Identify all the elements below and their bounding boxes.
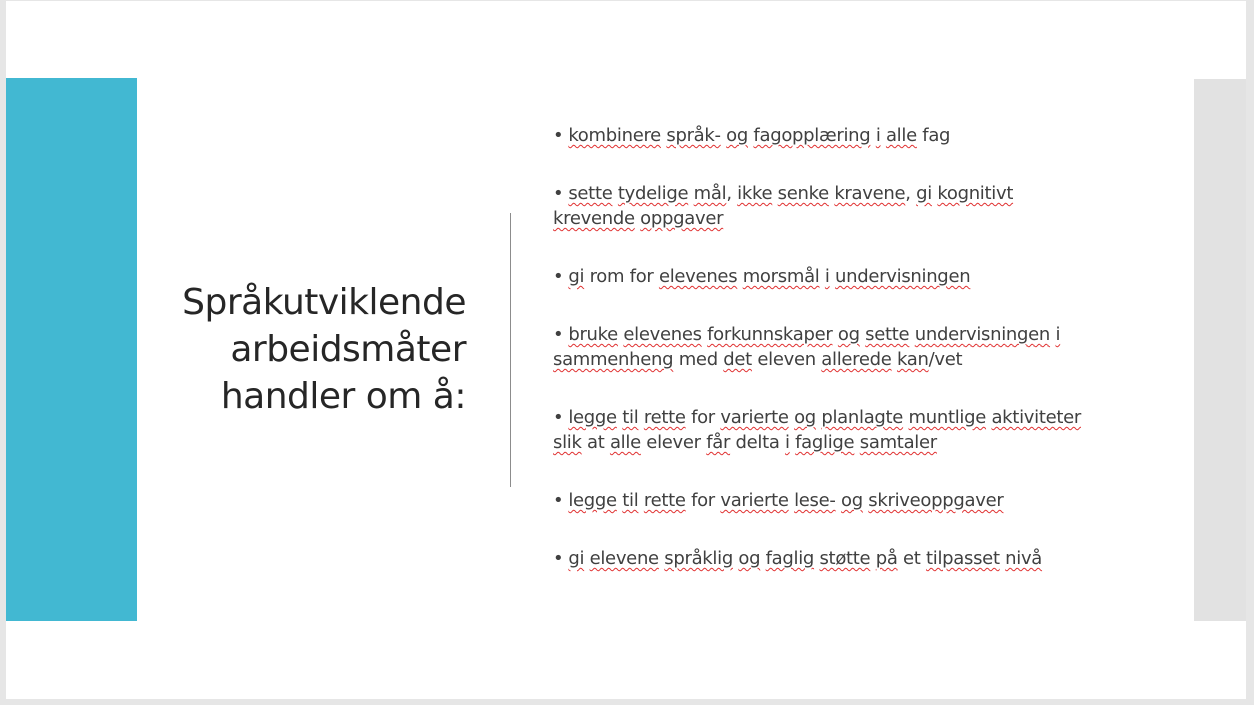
bullet-item[interactable]: [553, 264, 1143, 289]
bullet-word: ikke: [737, 183, 773, 204]
title-line: arbeidsmåter: [230, 329, 466, 370]
bullet-word: alle: [609, 432, 641, 453]
bullet-word: elever: [646, 432, 701, 453]
bullet-word: et: [903, 548, 921, 569]
bullet-word: rom: [589, 266, 625, 287]
bullet-word: støtte: [819, 548, 871, 569]
bullet-word: planlagte: [821, 407, 904, 428]
bullet-word: sette: [865, 324, 910, 345]
bullet-word: lese-: [794, 490, 836, 511]
slide-canvas[interactable]: [6, 1, 1246, 699]
bullet-word: varierte: [720, 407, 789, 428]
bullet-item[interactable]: [553, 123, 1143, 148]
bullet-word: for: [629, 266, 654, 287]
accent-bar: [6, 78, 137, 621]
bullet-word: i: [875, 125, 881, 146]
bullet-word: tilpasset: [926, 548, 1000, 569]
bullet-word: for: [691, 407, 715, 428]
bullet-word: rette: [643, 490, 686, 511]
bullet-line: [553, 123, 1143, 148]
bullet-word: gi: [916, 183, 932, 204]
bullet-word: for: [691, 490, 715, 511]
bullet-word: det: [723, 349, 752, 370]
bullet-word: på: [875, 548, 898, 569]
vertical-divider: [510, 213, 511, 487]
bullet-word: til: [622, 490, 639, 511]
title-line: handler om å:: [220, 376, 466, 417]
bullet-word: elevenes: [658, 266, 738, 287]
bullet-word: med: [678, 349, 718, 370]
bullet-line: [553, 405, 1143, 430]
bullet-word: i: [824, 266, 830, 287]
bullet-word: undervisningen: [835, 266, 971, 287]
bullet-word: kombinere: [568, 125, 661, 146]
side-panel: [1194, 79, 1246, 621]
bullet-line: sammenheng med det eleven allerede kan/vet: [553, 349, 963, 370]
bullet-word: alle: [885, 125, 917, 146]
bullet-word: morsmål: [742, 266, 820, 287]
bullet-list[interactable]: [553, 123, 1143, 571]
bullet-word: elevene: [589, 548, 659, 569]
bullet-word: til: [622, 407, 639, 428]
bullet-dot-icon: •: [553, 183, 564, 204]
bullet-word: sette: [568, 183, 613, 204]
bullet-word: legge: [568, 407, 617, 428]
bullet-word: varierte: [720, 490, 789, 511]
bullet-item[interactable]: [553, 405, 1143, 455]
bullet-word: elevenes: [623, 324, 702, 345]
bullet-word: forkunnskaper: [707, 324, 833, 345]
bullet-word: fag: [922, 125, 951, 146]
bullet-word: samtaler: [859, 432, 937, 453]
bullet-line: • sette tydelige mål, ikke senke kravene, gi kognitivt: [553, 183, 1014, 204]
bullet-dot-icon: •: [553, 266, 564, 287]
bullet-word: kognitivt: [937, 183, 1014, 204]
bullet-word: legge: [568, 490, 617, 511]
bullet-item[interactable]: [553, 322, 1143, 372]
bullet-dot-icon: •: [553, 407, 564, 428]
bullet-word: aktiviteter: [991, 407, 1081, 428]
bullet-word: bruke: [568, 324, 618, 345]
bullet-word: kan: [896, 349, 929, 370]
bullet-word: og: [837, 324, 860, 345]
bullet-word: slik: [553, 432, 582, 453]
bullet-word: sammenheng: [553, 349, 674, 370]
title-line: Språkutviklende: [182, 282, 466, 323]
bullet-word: språklig: [664, 548, 733, 569]
bullet-line: [553, 488, 1143, 513]
bullet-word: språk-: [666, 125, 721, 146]
slide-title[interactable]: [156, 279, 466, 420]
bullet-item[interactable]: [553, 181, 1143, 231]
bullet-word: rette: [643, 407, 686, 428]
bullet-line: [553, 264, 1143, 289]
bullet-item[interactable]: [553, 546, 1143, 571]
bullet-word: at: [587, 432, 605, 453]
bullet-word: tydelige: [617, 183, 689, 204]
bullet-word: eleven: [757, 349, 816, 370]
bullet-word: faglig: [765, 548, 815, 569]
bullet-dot-icon: •: [553, 125, 564, 146]
bullet-word: i: [785, 432, 790, 453]
bullet-word: og: [738, 548, 761, 569]
bullet-word: undervisningen: [914, 324, 1051, 345]
bullet-word: mål: [693, 183, 727, 204]
bullet-word: i: [1055, 324, 1061, 345]
bullet-line: [553, 206, 1143, 231]
bullet-line: [553, 322, 1143, 347]
bullet-dot-icon: •: [553, 548, 564, 569]
bullet-dot-icon: •: [553, 324, 564, 345]
bullet-word: oppgaver: [640, 208, 724, 229]
bullet-word: fagopplæring: [753, 125, 871, 146]
bullet-dot-icon: •: [553, 490, 564, 511]
bullet-word: senke: [777, 183, 829, 204]
bullet-item[interactable]: [553, 488, 1143, 513]
bullet-word: krevende: [553, 208, 635, 229]
bullet-word: muntlige: [908, 407, 987, 428]
bullet-word: faglige: [795, 432, 855, 453]
bullet-word: skriveoppgaver: [868, 490, 1004, 511]
bullet-word: gi: [568, 266, 585, 287]
bullet-word: delta: [735, 432, 780, 453]
bullet-word: og: [794, 407, 816, 428]
bullet-word: får: [706, 432, 731, 453]
bullet-word: allerede: [821, 349, 892, 370]
bullet-word: og: [726, 125, 748, 146]
bullet-word: og: [841, 490, 863, 511]
bullet-line: [553, 430, 1143, 455]
bullet-line: [553, 546, 1143, 571]
bullet-word: kravene: [834, 183, 906, 204]
bullet-word: gi: [568, 548, 585, 569]
bullet-word: nivå: [1005, 548, 1043, 569]
